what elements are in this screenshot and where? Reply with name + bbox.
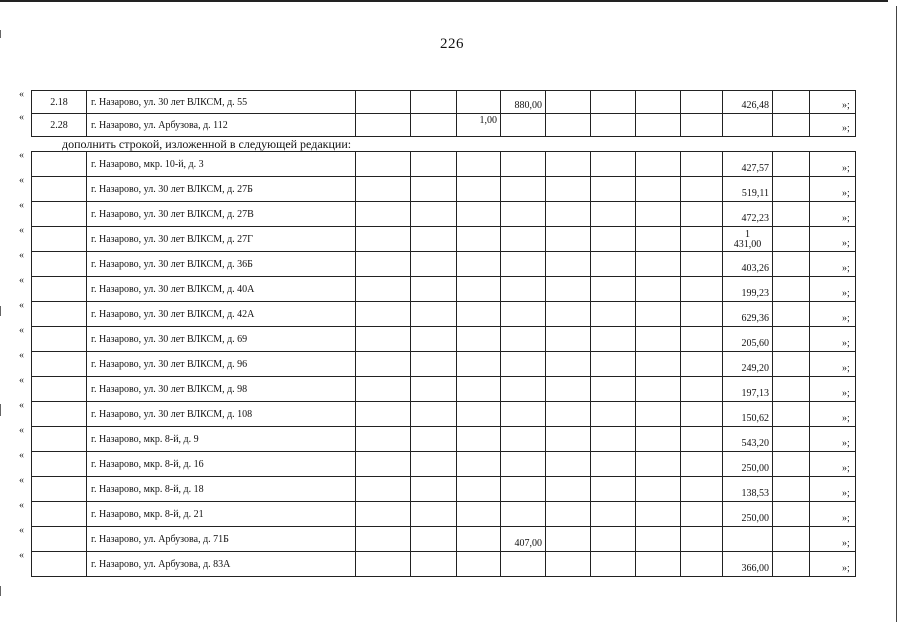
cell-empty: [591, 402, 636, 427]
row-number: [32, 202, 87, 227]
cell-empty: [356, 402, 411, 427]
cell-empty: [591, 527, 636, 552]
cell-empty: [457, 302, 501, 327]
cell-empty: [636, 527, 681, 552]
cell-value: 426,48: [723, 91, 773, 114]
cell-empty: [773, 402, 810, 427]
cell-value: 366,00: [723, 552, 773, 577]
row-address: г. Назарово, мкр. 8-й, д. 16: [87, 452, 356, 477]
cell-empty: [773, 252, 810, 277]
cell-empty: [356, 227, 411, 252]
row-number: [32, 177, 87, 202]
cell-empty: [681, 427, 723, 452]
cell-empty: [546, 502, 591, 527]
cell-value: 427,57: [723, 152, 773, 177]
cell-value: [501, 477, 546, 502]
quote-close-mark: »;: [842, 363, 850, 374]
cell-empty: [411, 352, 457, 377]
cell-empty: [546, 114, 591, 137]
cell-empty: [636, 152, 681, 177]
cell-empty: [546, 327, 591, 352]
table-row: [32, 352, 856, 377]
quote-close-mark: »;: [842, 100, 850, 111]
row-address: г. Назарово, ул. Арбузова, д. 71Б: [87, 527, 356, 552]
cell-empty: [591, 352, 636, 377]
cell-empty: [546, 452, 591, 477]
cell-empty: [546, 202, 591, 227]
cell-empty: [356, 552, 411, 577]
cell-value: [457, 91, 501, 114]
cell-empty: [411, 452, 457, 477]
row-address: г. Назарово, мкр. 10-й, д. 3: [87, 152, 356, 177]
cell-empty: [773, 377, 810, 402]
cell-empty: [411, 227, 457, 252]
cell-empty: [591, 177, 636, 202]
cell-empty: [681, 252, 723, 277]
cell-value: 880,00: [501, 91, 546, 114]
quote-open-mark: «: [19, 425, 24, 436]
cell-empty: [636, 477, 681, 502]
cell-empty: [546, 377, 591, 402]
cell-empty: [457, 452, 501, 477]
cell-empty: [457, 277, 501, 302]
row-number: [32, 327, 87, 352]
cell-empty: [681, 177, 723, 202]
cell-empty: [356, 327, 411, 352]
cell-empty: [681, 352, 723, 377]
cell-empty: [546, 402, 591, 427]
cell-empty: [356, 452, 411, 477]
scan-mark-left: [0, 404, 1, 416]
cell-value: [501, 152, 546, 177]
cell-empty: [773, 527, 810, 552]
table-row: [32, 402, 856, 427]
cell-empty: [773, 277, 810, 302]
quote-close-mark: »;: [842, 313, 850, 324]
table-row: [32, 302, 856, 327]
table-row: [32, 427, 856, 452]
row-address: г. Назарово, мкр. 8-й, д. 9: [87, 427, 356, 452]
cell-empty: [636, 327, 681, 352]
cell-empty: [356, 177, 411, 202]
quote-close-mark: »;: [842, 188, 850, 199]
cell-value: [501, 327, 546, 352]
cell-empty: [636, 502, 681, 527]
table-row: [32, 527, 856, 552]
cell-value: 138,53: [723, 477, 773, 502]
cell-empty: [681, 302, 723, 327]
table-row: [32, 552, 856, 577]
cell-value: [501, 502, 546, 527]
quote-close-mark: »;: [842, 213, 850, 224]
cell-empty: [681, 114, 723, 137]
row-number: [32, 302, 87, 327]
cell-empty: [681, 477, 723, 502]
cell-empty: [411, 152, 457, 177]
cell-empty: [773, 552, 810, 577]
table-row: [32, 152, 856, 177]
cell-empty: [356, 277, 411, 302]
row-number: [32, 352, 87, 377]
cell-empty: [356, 427, 411, 452]
cell-empty: [681, 527, 723, 552]
cell-empty: [546, 227, 591, 252]
cell-empty: [591, 202, 636, 227]
row-address: г. Назарово, ул. Арбузова, д. 83А: [87, 552, 356, 577]
cell-empty: [773, 427, 810, 452]
scan-mark-left: [0, 586, 1, 596]
cell-empty: [591, 552, 636, 577]
cell-empty: [546, 552, 591, 577]
quote-open-mark: «: [19, 350, 24, 361]
cell-empty: [636, 402, 681, 427]
cell-empty: [411, 527, 457, 552]
quote-close-mark: »;: [842, 463, 850, 474]
cell-empty: [457, 502, 501, 527]
quote-close-mark: »;: [842, 388, 850, 399]
cell-empty: [356, 152, 411, 177]
cell-value: 250,00: [723, 502, 773, 527]
cell-empty: [681, 402, 723, 427]
table-row: [32, 277, 856, 302]
cell-empty: [411, 91, 457, 114]
cell-empty: [591, 327, 636, 352]
cell-value: [501, 402, 546, 427]
cell-empty: [681, 327, 723, 352]
cell-value: [501, 252, 546, 277]
cell-value: [723, 527, 773, 552]
cell-empty: [636, 302, 681, 327]
quote-open-mark: «: [19, 225, 24, 236]
cell-empty: [591, 152, 636, 177]
cell-empty: [457, 427, 501, 452]
cell-value-line: 431,00: [733, 239, 762, 250]
quote-close-mark: »;: [842, 238, 850, 249]
cell-value: 403,26: [723, 252, 773, 277]
row-number: 2.18: [32, 91, 87, 114]
cell-empty: [591, 477, 636, 502]
quote-open-mark: «: [19, 250, 24, 261]
cell-value: [501, 114, 546, 137]
cell-empty: [636, 377, 681, 402]
cell-value: [723, 114, 773, 137]
quote-open-mark: «: [19, 175, 24, 186]
cell-value: 199,23: [723, 277, 773, 302]
table-row: [32, 114, 856, 137]
cell-empty: [411, 114, 457, 137]
cell-empty: [546, 352, 591, 377]
cell-empty: [411, 327, 457, 352]
cell-empty: [546, 252, 591, 277]
cell-empty: [356, 352, 411, 377]
quote-open-mark: «: [19, 550, 24, 561]
quote-open-mark: «: [19, 300, 24, 311]
cell-empty: [773, 202, 810, 227]
cell-empty: [636, 227, 681, 252]
quote-open-mark: «: [19, 475, 24, 486]
cell-empty: [591, 114, 636, 137]
table-row: [32, 202, 856, 227]
cell-empty: [411, 177, 457, 202]
quote-open-mark: «: [19, 500, 24, 511]
cell-empty: [636, 352, 681, 377]
cell-value: [501, 377, 546, 402]
cell-value: [501, 552, 546, 577]
row-address: г. Назарово, ул. 30 лет ВЛКСМ, д. 27В: [87, 202, 356, 227]
scan-mark-left: [0, 306, 1, 316]
row-address: г. Назарово, ул. Арбузова, д. 112: [87, 114, 356, 137]
cell-value: [501, 177, 546, 202]
quote-open-mark: «: [19, 112, 24, 123]
row-number: [32, 252, 87, 277]
cell-value: [501, 352, 546, 377]
cell-empty: [356, 527, 411, 552]
cell-empty: [591, 91, 636, 114]
cell-empty: [773, 477, 810, 502]
cell-empty: [773, 502, 810, 527]
row-address: г. Назарово, мкр. 8-й, д. 21: [87, 502, 356, 527]
cell-empty: [636, 452, 681, 477]
cell-empty: [636, 277, 681, 302]
cell-empty: [356, 302, 411, 327]
cell-value: 150,62: [723, 402, 773, 427]
cell-empty: [457, 252, 501, 277]
cell-empty: [591, 227, 636, 252]
cell-value-line: 1: [745, 229, 750, 240]
cell-empty: [457, 202, 501, 227]
cell-empty: [773, 327, 810, 352]
table-row: [32, 477, 856, 502]
cell-value: 250,00: [723, 452, 773, 477]
cell-empty: [546, 427, 591, 452]
cell-empty: [356, 252, 411, 277]
cell-value: 197,13: [723, 377, 773, 402]
cell-empty: [591, 502, 636, 527]
cell-empty: [457, 552, 501, 577]
cell-value: 472,23: [723, 202, 773, 227]
scan-edge-top: [0, 0, 888, 2]
cell-empty: [773, 91, 810, 114]
table-row: [32, 377, 856, 402]
cell-empty: [546, 527, 591, 552]
cell-empty: [411, 402, 457, 427]
cell-empty: [411, 252, 457, 277]
cell-value: 205,60: [723, 327, 773, 352]
cell-empty: [591, 427, 636, 452]
cell-empty: [681, 202, 723, 227]
quote-close-mark: »;: [842, 563, 850, 574]
cell-empty: [636, 91, 681, 114]
quote-close-mark: »;: [842, 338, 850, 349]
cell-empty: [773, 114, 810, 137]
cell-empty: [356, 377, 411, 402]
cell-empty: [457, 477, 501, 502]
cell-empty: [681, 227, 723, 252]
cell-empty: [457, 227, 501, 252]
table-row: [32, 327, 856, 352]
cell-empty: [546, 277, 591, 302]
cell-empty: [591, 377, 636, 402]
cell-empty: [356, 114, 411, 137]
cell-value: [501, 452, 546, 477]
cell-value: [501, 277, 546, 302]
row-number: [32, 527, 87, 552]
row-address: г. Назарово, ул. 30 лет ВЛКСМ, д. 27Б: [87, 177, 356, 202]
cell-empty: [681, 152, 723, 177]
quote-close-mark: »;: [842, 413, 850, 424]
cell-empty: [411, 277, 457, 302]
row-address: г. Назарово, ул. 30 лет ВЛКСМ, д. 69: [87, 327, 356, 352]
quote-close-mark: »;: [842, 288, 850, 299]
cell-value: 629,36: [723, 302, 773, 327]
quote-open-mark: «: [19, 375, 24, 386]
row-address: г. Назарово, ул. 30 лет ВЛКСМ, д. 98: [87, 377, 356, 402]
cell-empty: [591, 452, 636, 477]
cell-empty: [546, 152, 591, 177]
row-number: [32, 552, 87, 577]
cell-empty: [546, 177, 591, 202]
cell-empty: [411, 377, 457, 402]
cell-empty: [457, 327, 501, 352]
cell-empty: [636, 202, 681, 227]
quote-open-mark: «: [19, 89, 24, 100]
cell-empty: [636, 552, 681, 577]
quote-close-mark: »;: [842, 538, 850, 549]
quote-open-mark: «: [19, 325, 24, 336]
cell-empty: [356, 477, 411, 502]
cell-empty: [591, 302, 636, 327]
cell-empty: [457, 177, 501, 202]
row-address: г. Назарово, ул. 30 лет ВЛКСМ, д. 108: [87, 402, 356, 427]
table-row: [32, 452, 856, 477]
row-number: [32, 502, 87, 527]
row-number: [32, 452, 87, 477]
cell-empty: [411, 202, 457, 227]
cell-empty: [546, 302, 591, 327]
row-address: г. Назарово, мкр. 8-й, д. 18: [87, 477, 356, 502]
cell-empty: [591, 277, 636, 302]
cell-empty: [591, 252, 636, 277]
table-row: [32, 252, 856, 277]
cell-value: 543,20: [723, 427, 773, 452]
cell-value: [501, 202, 546, 227]
cell-empty: [681, 552, 723, 577]
cell-value: 519,11: [723, 177, 773, 202]
row-number: [32, 277, 87, 302]
cell-empty: [773, 152, 810, 177]
cell-empty: [773, 227, 810, 252]
cell-value: [501, 227, 546, 252]
cell-empty: [457, 377, 501, 402]
cell-empty: [681, 502, 723, 527]
row-number: [32, 227, 87, 252]
row-number: [32, 377, 87, 402]
table-row: [32, 177, 856, 202]
cell-empty: [457, 352, 501, 377]
cell-empty: [773, 302, 810, 327]
cell-empty: [681, 452, 723, 477]
intro-text: дополнить строкой, изложенной в следующей редакции:: [62, 137, 352, 151]
row-address: г. Назарово, ул. 30 лет ВЛКСМ, д. 27Г: [87, 227, 356, 252]
cell-empty: [636, 427, 681, 452]
cell-empty: [773, 452, 810, 477]
quote-close-mark: »;: [842, 263, 850, 274]
row-number: [32, 402, 87, 427]
cell-empty: [411, 302, 457, 327]
quote-open-mark: «: [19, 400, 24, 411]
table-new-rows: [31, 151, 856, 577]
quote-open-mark: «: [19, 275, 24, 286]
table-existing-rows: [31, 90, 856, 137]
row-number: 2.28: [32, 114, 87, 137]
cell-value: [501, 302, 546, 327]
row-number: [32, 477, 87, 502]
cell-empty: [636, 252, 681, 277]
row-address: г. Назарово, ул. 30 лет ВЛКСМ, д. 42А: [87, 302, 356, 327]
cell-empty: [681, 377, 723, 402]
cell-empty: [681, 91, 723, 114]
cell-value: 249,20: [723, 352, 773, 377]
cell-empty: [773, 352, 810, 377]
quote-close-mark: »;: [842, 488, 850, 499]
cell-value: 1,00: [457, 114, 501, 137]
cell-empty: [773, 177, 810, 202]
row-number: [32, 152, 87, 177]
cell-empty: [411, 427, 457, 452]
cell-empty: [457, 152, 501, 177]
cell-empty: [411, 552, 457, 577]
cell-empty: [457, 402, 501, 427]
row-address: г. Назарово, ул. 30 лет ВЛКСМ, д. 96: [87, 352, 356, 377]
cell-empty: [356, 502, 411, 527]
quote-close-mark: »;: [842, 163, 850, 174]
cell-empty: [546, 91, 591, 114]
quote-open-mark: «: [19, 200, 24, 211]
cell-value: 407,00: [501, 527, 546, 552]
quote-close-mark: »;: [842, 438, 850, 449]
cell-empty: [356, 91, 411, 114]
cell-empty: [457, 527, 501, 552]
row-number: [32, 427, 87, 452]
row-address: г. Назарово, ул. 30 лет ВЛКСМ, д. 36Б: [87, 252, 356, 277]
cell-value: [501, 427, 546, 452]
row-address: г. Назарово, ул. 30 лет ВЛКСМ, д. 40А: [87, 277, 356, 302]
quote-open-mark: «: [19, 525, 24, 536]
cell-empty: [411, 477, 457, 502]
cell-empty: [636, 114, 681, 137]
quote-close-mark: »;: [842, 513, 850, 524]
row-address: г. Назарово, ул. 30 лет ВЛКСМ, д. 55: [87, 91, 356, 114]
quote-open-mark: «: [19, 450, 24, 461]
table-row: [32, 502, 856, 527]
quote-open-mark: «: [19, 150, 24, 161]
cell-empty: [411, 502, 457, 527]
cell-empty: [546, 477, 591, 502]
table-row: [32, 91, 856, 114]
cell-value: [723, 227, 773, 252]
quote-close-mark: »;: [842, 123, 850, 134]
scan-edge-right: [896, 6, 897, 622]
cell-empty: [356, 202, 411, 227]
cell-empty: [681, 277, 723, 302]
cell-empty: [636, 177, 681, 202]
table-row: [32, 227, 856, 252]
page-number: 226: [440, 36, 464, 52]
